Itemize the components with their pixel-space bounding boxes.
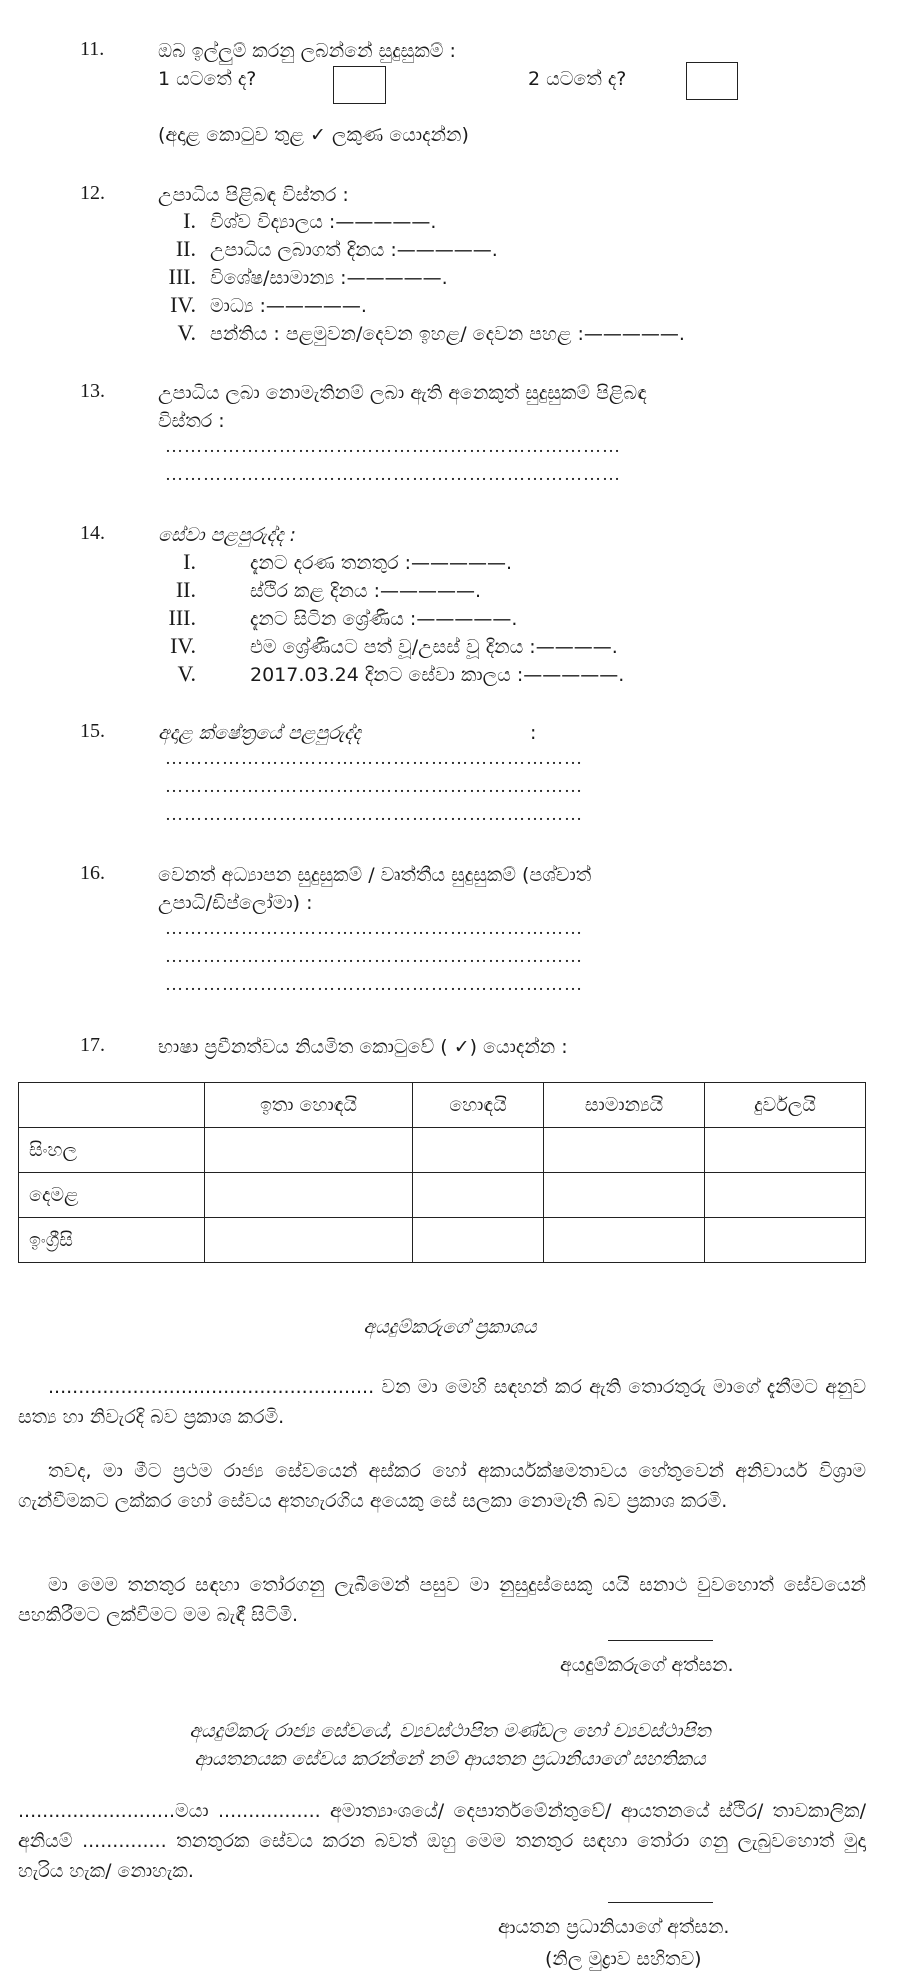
table-cell[interactable] xyxy=(544,1218,705,1263)
table-header xyxy=(19,1083,205,1128)
table-row xyxy=(19,1218,866,1263)
q14-item-text: දැනට සිටින ශ්‍රේණිය :—————. xyxy=(250,608,518,630)
table-header: හොඳයි xyxy=(413,1083,544,1128)
table-cell[interactable] xyxy=(205,1173,413,1218)
table-cell[interactable] xyxy=(205,1128,413,1173)
roman-numeral: IV. xyxy=(170,633,196,658)
q11-option2-label: 2 යටතේ ද? xyxy=(528,68,627,90)
table-cell[interactable] xyxy=(413,1128,544,1173)
q15-title: අදාළ ක්ෂේත්‍රයේ පළපුරුද්ද xyxy=(158,722,361,744)
q12-item-text: පන්තිය : පළමුවන/දෙවන ඉහළ/ දෙවන පහළ :—————. xyxy=(210,323,685,345)
q12-item xyxy=(158,292,367,319)
answer-dotted-line[interactable]: ……………………………………………………………… xyxy=(165,436,621,456)
q17-text: භාෂා ප්‍රවීනත්වය නියමිත කොටුවේ ( ✓) යොදන්න : xyxy=(158,1036,568,1058)
table-row xyxy=(19,1128,866,1173)
answer-dotted-line[interactable]: ………………………………………………………… xyxy=(165,804,583,824)
question-number: 12. xyxy=(80,182,105,204)
certificate-body: ..........................මයා ................. අමාත්‍යාංශයේ/ දෙපාර්තමේන්තුවේ/ ආයතනයේ ස්ථිර/ තාවකාලික/ අනියම් .............. තනතුරක සේවය කරන බවත් ඔහු මෙම තනතුර සඳහා තෝරා ගනු ලැබුවහොත් මුදා හැරිය හැක/ නොහැක. xyxy=(18,1800,866,1882)
declaration-paragraph: මා මෙම තනතුර සඳහා තෝරගනු ලැබීමෙන් පසුව මා නුසුදුස්සෙකු යයි සනාථ වුවහොත් සේවයෙන් පහකිරීමට ලක්වීමට මම බැඳී සිටිමි. xyxy=(18,1574,866,1626)
q12-item xyxy=(158,320,685,347)
table-header-row xyxy=(19,1083,866,1128)
table-cell[interactable] xyxy=(413,1173,544,1218)
official-seal-label: (නිල මුද්‍රාව සහිතව) xyxy=(545,1948,702,1970)
question-number: 11. xyxy=(80,38,105,60)
q14-item-text: එම ශ්‍රේණියට පත් වූ/උසස් වූ දිනය :————. xyxy=(250,636,618,658)
applicant-signature-label: අයදුම්කරුගේ අත්සන. xyxy=(560,1654,734,1676)
q12-item-text: විශේෂ/සාමාන්‍ය :—————. xyxy=(210,267,448,289)
q11-option1-checkbox[interactable] xyxy=(333,66,386,104)
q11-instruction: (අදාළ කොටුව තුළ ✓ ලකුණ යොදන්න) xyxy=(158,124,469,146)
q14-item-text: ස්ථිර කළ දිනය :—————. xyxy=(250,580,482,602)
table-row xyxy=(19,1173,866,1218)
q15-colon: : xyxy=(530,722,537,744)
table-cell[interactable] xyxy=(705,1218,866,1263)
roman-numeral: III. xyxy=(168,605,196,630)
answer-dotted-line[interactable]: ………………………………………………………… xyxy=(165,974,583,994)
q14-item xyxy=(158,549,512,576)
q14-item-text: 2017.03.24 දිනට සේවා කාලය :—————. xyxy=(250,664,625,686)
roman-numeral: I. xyxy=(183,549,196,574)
table-cell[interactable] xyxy=(705,1173,866,1218)
roman-numeral: II. xyxy=(175,577,196,602)
table-cell[interactable] xyxy=(705,1128,866,1173)
q14-item xyxy=(158,577,481,604)
q14-item-text: දැනට දරණ තනතුර :—————. xyxy=(250,552,513,574)
q14-item xyxy=(158,633,618,660)
head-signature-label: ආයතන ප්‍රධානියාගේ අත්සන. xyxy=(498,1916,730,1938)
signature-line[interactable] xyxy=(608,1902,713,1903)
q14-item xyxy=(158,605,517,632)
table-cell[interactable] xyxy=(205,1218,413,1263)
declaration-paragraph: තවද, මා මීට ප්‍රථම රාජ්‍ය සේවයෙන් අස්කර හෝ අකාර්යක්ෂමතාවය හේතුවෙන් අනිවාර්ය විශ්‍රාම ගැන්වීමකට ලක්කර හෝ සේවය අතහැරගිය අයෙකු සේ සලකා නොමැති බව ප්‍රකාශ කරමි. xyxy=(18,1460,866,1512)
table-header: දුර්වලයි xyxy=(705,1083,866,1128)
table-header: ඉතා හොඳයි xyxy=(205,1083,413,1128)
q12-item xyxy=(158,208,436,235)
q16-text-continued: උපාධි/ඩිප්ලෝමා) : xyxy=(158,892,313,914)
roman-numeral: IV. xyxy=(170,292,196,317)
table-header: සාමාන්‍යයි xyxy=(544,1083,705,1128)
language-label: දෙමළ xyxy=(19,1173,205,1218)
certificate-title-continued: ආයතනයක සේවය කරන්නේ නම් ආයතන ප්‍රධානියාගේ සහතිකය xyxy=(194,1748,706,1770)
question-number: 15. xyxy=(80,720,105,742)
q12-title: උපාධිය පිළිබඳ විස්තර : xyxy=(158,184,349,206)
certificate-title: අයදුම්කරු රාජ්‍ය සේවයේ, ව්‍යවස්ථාපිත මණ්ඩල හෝ ව්‍යවස්ථාපිත xyxy=(189,1720,711,1742)
question-number: 17. xyxy=(80,1034,105,1056)
language-label: ඉංග්‍රීසි xyxy=(19,1218,205,1263)
roman-numeral: II. xyxy=(175,236,196,261)
language-label: සිංහල xyxy=(19,1128,205,1173)
q14-item xyxy=(158,661,624,688)
roman-numeral: V. xyxy=(177,661,196,686)
table-cell[interactable] xyxy=(544,1173,705,1218)
roman-numeral: I. xyxy=(183,208,196,233)
q11-option1-label: 1 යටතේ ද? xyxy=(158,68,257,90)
declaration-title: අයදුම්කරුගේ ප්‍රකාශය xyxy=(363,1316,537,1338)
q12-item-text: උපාධිය ලබාගත් දිනය :—————. xyxy=(210,239,498,261)
q11-option2-checkbox[interactable] xyxy=(686,62,738,100)
table-cell[interactable] xyxy=(544,1128,705,1173)
question-number: 16. xyxy=(80,862,105,884)
q12-item-text: මාධ්‍ය :—————. xyxy=(210,295,367,317)
q12-item xyxy=(158,264,448,291)
q16-text: වෙනත් අධ්‍යාපන සුදුසුකම් / වෘත්තීය සුදුසුකම් (පශ්චාත් xyxy=(158,864,592,886)
q11-question: ඔබ ඉල්ලුම් කරනු ලබන්නේ සුදුසුකම් : xyxy=(158,40,456,62)
table-cell[interactable] xyxy=(413,1218,544,1263)
q12-item-text: විශ්ව විද්‍යාලය :—————. xyxy=(210,211,437,233)
answer-dotted-line[interactable]: ………………………………………………………… xyxy=(165,776,583,796)
answer-dotted-line[interactable]: ………………………………………………………… xyxy=(165,946,583,966)
signature-line[interactable] xyxy=(608,1640,713,1641)
question-number: 13. xyxy=(80,380,105,402)
q13-text-continued: විස්තර : xyxy=(158,410,225,432)
answer-dotted-line[interactable]: ……………………………………………………………… xyxy=(165,464,621,484)
declaration-paragraph: ...................................................... වන මා මෙහි සඳහන් කර ඇති තොරතුරු මාගේ දැනීමට අනුව සත්‍ය හා නිවැරදි බව ප්‍රකාශ කරමි. xyxy=(18,1376,866,1428)
question-number: 14. xyxy=(80,522,105,544)
answer-dotted-line[interactable]: ………………………………………………………… xyxy=(165,918,583,938)
q13-text: උපාධිය ලබා නොමැතිනම් ලබා ඇති අනෙකුත් සුදුසුකම් පිළිබඳ xyxy=(158,382,647,404)
answer-dotted-line[interactable]: ………………………………………………………… xyxy=(165,748,583,768)
q14-title: සේවා පළපුරුද්ද : xyxy=(158,524,296,546)
q12-item xyxy=(158,236,498,263)
roman-numeral: V. xyxy=(177,320,196,345)
language-proficiency-table xyxy=(18,1082,866,1263)
roman-numeral: III. xyxy=(168,264,196,289)
